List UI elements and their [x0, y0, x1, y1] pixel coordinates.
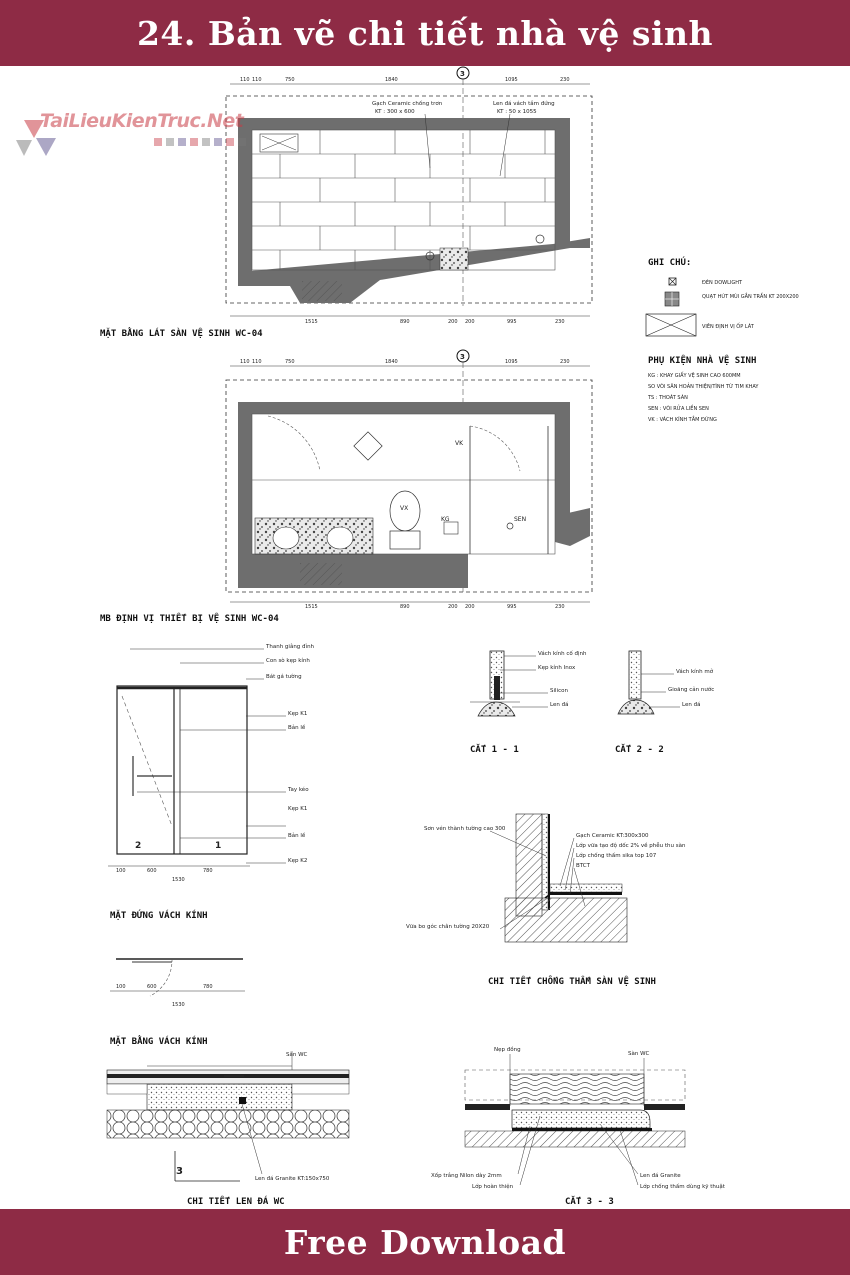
svg-text:780: 780: [203, 868, 213, 874]
svg-text:110: 110: [252, 359, 262, 365]
glass-plan: [110, 959, 245, 1008]
stone-skirting-detail: [107, 1051, 349, 1182]
svg-text:VK: VK: [455, 440, 464, 447]
svg-text:Kẹp K2: Kẹp K2: [288, 858, 308, 864]
svg-text:SEN: SEN: [514, 516, 527, 523]
svg-text:Con sò kẹp kính: Con sò kẹp kính: [266, 658, 310, 664]
waterproof-title: CHI TIẾT CHỐNG THẤM SÀN VỆ SINH: [488, 977, 656, 987]
svg-text:100: 100: [116, 984, 126, 990]
svg-text:Sơn vén thành tường cao 300: Sơn vén thành tường cao 300: [424, 826, 506, 832]
svg-text:995: 995: [507, 319, 517, 325]
svg-text:GHI CHÚ:: GHI CHÚ:: [648, 258, 692, 268]
legend: [646, 256, 799, 423]
svg-text:VX: VX: [400, 505, 409, 512]
section-1-1-title: CẮT 1 - 1: [470, 745, 519, 755]
svg-text:230: 230: [560, 359, 570, 365]
svg-text:Lớp vữa tạo độ dốc 2% về phễu: Lớp vữa tạo độ dốc 2% về phễu thu sàn: [576, 843, 686, 849]
svg-text:200: 200: [465, 604, 475, 610]
svg-text:3: 3: [460, 70, 465, 78]
svg-text:Len đá Granite: Len đá Granite: [640, 1173, 681, 1179]
svg-text:3: 3: [460, 353, 465, 361]
svg-text:Bản lề: Bản lề: [288, 725, 306, 731]
svg-text:Nẹp đồng: Nẹp đồng: [494, 1047, 521, 1053]
floor-tiling-plan: [226, 67, 592, 325]
svg-text:Len đá Granite KT:150x750: Len đá Granite KT:150x750: [255, 1176, 330, 1182]
svg-text:ĐÈN DOWLIGHT: ĐÈN DOWLIGHT: [702, 280, 743, 286]
svg-text:Xốp trắng Nilon dày 2mm: Xốp trắng Nilon dày 2mm: [431, 1173, 502, 1179]
section-1-1: [470, 650, 587, 716]
stone-detail-title: CHI TIẾT LEN ĐÁ WC: [187, 1197, 285, 1207]
svg-text:1: 1: [215, 841, 222, 851]
svg-text:VIÊN ĐỊNH VỊ ỐP LÁT: VIÊN ĐỊNH VỊ ỐP LÁT: [702, 324, 754, 330]
glass-plan-title: MẶT BẰNG VÁCH KÍNH: [110, 1037, 208, 1047]
svg-text:200: 200: [448, 319, 458, 325]
drawing-sheet: [0, 66, 850, 1209]
svg-text:1530: 1530: [172, 1002, 185, 1008]
section-2-2-title: CẮT 2 - 2: [615, 745, 664, 755]
svg-text:3: 3: [176, 1166, 183, 1177]
svg-text:Kẹp K1: Kẹp K1: [288, 711, 308, 717]
svg-text:Len đá: Len đá: [682, 702, 701, 708]
fixture-plan: [226, 350, 592, 610]
watermark-text: TaiLieuKienTruc.Net: [40, 110, 244, 132]
elevation-title: MẶT ĐỨNG VÁCH KÍNH: [110, 911, 208, 921]
fixture-plan-title: MB ĐỊNH VỊ THIẾT BỊ VỆ SINH WC-04: [100, 614, 279, 624]
svg-text:Vách kính mở: Vách kính mở: [676, 669, 714, 675]
svg-text:2: 2: [135, 841, 142, 851]
svg-text:Len đá vách tắm đứng: Len đá vách tắm đứng: [493, 101, 555, 107]
svg-text:200: 200: [465, 319, 475, 325]
svg-text:TS : THOÁT SÀN: TS : THOÁT SÀN: [648, 395, 688, 401]
free-download-link[interactable]: Free Download: [283, 1222, 567, 1262]
svg-text:1515: 1515: [305, 319, 318, 325]
svg-text:SEN : VÒI RỬA LIỀN SEN: SEN : VÒI RỬA LIỀN SEN: [648, 406, 709, 412]
svg-text:230: 230: [555, 319, 565, 325]
svg-text:200: 200: [448, 604, 458, 610]
svg-text:Kẹp kính Inox: Kẹp kính Inox: [538, 665, 576, 671]
footer-banner[interactable]: [0, 1209, 850, 1275]
svg-text:890: 890: [400, 319, 410, 325]
svg-text:Thanh giằng đỉnh: Thanh giằng đỉnh: [266, 644, 315, 650]
svg-text:780: 780: [203, 984, 213, 990]
svg-text:1095: 1095: [505, 77, 518, 83]
svg-text:100: 100: [116, 868, 126, 874]
svg-text:1840: 1840: [385, 77, 398, 83]
svg-text:Bát gá tường: Bát gá tường: [266, 674, 302, 680]
svg-text:110: 110: [240, 359, 250, 365]
svg-text:KG : KHAY GIẤY VỆ SINH CAO 600: KG : KHAY GIẤY VỆ SINH CAO 600MM: [648, 373, 741, 379]
svg-text:Silicon: Silicon: [550, 688, 568, 694]
svg-text:1515: 1515: [305, 604, 318, 610]
svg-text:SO VÒI SÂN HOẢN THIỆN/TÌNH TỪ: SO VÒI SÂN HOẢN THIỆN/TÌNH TỪ TIM KHAY: [648, 384, 759, 390]
section-2-2: [618, 651, 714, 714]
svg-text:Lớp hoàn thiện: Lớp hoàn thiện: [472, 1184, 514, 1190]
svg-text:230: 230: [560, 77, 570, 83]
glass-elevation: [108, 643, 315, 883]
svg-text:600: 600: [147, 984, 157, 990]
svg-text:Sàn WC: Sàn WC: [286, 1052, 308, 1058]
svg-text:Len đá: Len đá: [550, 702, 569, 708]
svg-text:KG: KG: [441, 516, 450, 523]
svg-text:Gioăng cản nước: Gioăng cản nước: [668, 687, 715, 693]
svg-text:VK : VÁCH KÍNH TẮM ĐỨNG: VK : VÁCH KÍNH TẮM ĐỨNG: [648, 417, 717, 423]
floor-plan-title: MẶT BẰNG LÁT SÀN VỆ SINH WC-04: [100, 329, 263, 339]
svg-text:Vách kính cố định: Vách kính cố định: [538, 651, 587, 657]
svg-text:Tay kéo: Tay kéo: [288, 787, 309, 793]
svg-text:KT : 300 x 600: KT : 300 x 600: [375, 109, 415, 115]
svg-text:Sàn WC: Sàn WC: [628, 1051, 650, 1057]
svg-text:890: 890: [400, 604, 410, 610]
svg-text:995: 995: [507, 604, 517, 610]
svg-text:BTCT: BTCT: [576, 863, 591, 869]
svg-text:110: 110: [252, 77, 262, 83]
svg-text:1840: 1840: [385, 359, 398, 365]
svg-text:1095: 1095: [505, 359, 518, 365]
svg-text:Vữa bo góc chân tường 20X20: Vữa bo góc chân tường 20X20: [406, 924, 490, 930]
svg-text:KT : 50 x 1055: KT : 50 x 1055: [497, 109, 537, 115]
svg-text:Gạch Ceramic KT:300x300: Gạch Ceramic KT:300x300: [576, 833, 649, 839]
section-3-3: [431, 1045, 726, 1190]
svg-text:Bản lề: Bản lề: [288, 833, 306, 839]
svg-text:PHỤ KIỆN NHÀ VỆ SINH: PHỤ KIỆN NHÀ VỆ SINH: [648, 356, 757, 366]
svg-text:750: 750: [285, 77, 295, 83]
svg-text:1530: 1530: [172, 877, 185, 883]
section-3-3-title: CẮT 3 - 3: [565, 1197, 614, 1207]
svg-text:110: 110: [240, 77, 250, 83]
header-banner: [0, 0, 850, 66]
waterproof-detail: [406, 814, 686, 942]
svg-text:Lớp chống thấm sika top 107: Lớp chống thấm sika top 107: [576, 853, 657, 859]
svg-text:600: 600: [147, 868, 157, 874]
svg-text:750: 750: [285, 359, 295, 365]
svg-text:Kẹp K1: Kẹp K1: [288, 806, 308, 812]
svg-text:230: 230: [555, 604, 565, 610]
svg-text:Gạch Ceramic chống trơn: Gạch Ceramic chống trơn: [372, 101, 443, 107]
svg-text:QUẠT HÚT MÙI GẮN TRẦN KT 200X2: QUẠT HÚT MÙI GẮN TRẦN KT 200X200: [702, 294, 799, 300]
header-title: 24. Bản vẽ chi tiết nhà vệ sinh: [136, 13, 714, 53]
svg-text:Lớp chống thấm dùng kỹ thuật: Lớp chống thấm dùng kỹ thuật: [640, 1184, 725, 1190]
